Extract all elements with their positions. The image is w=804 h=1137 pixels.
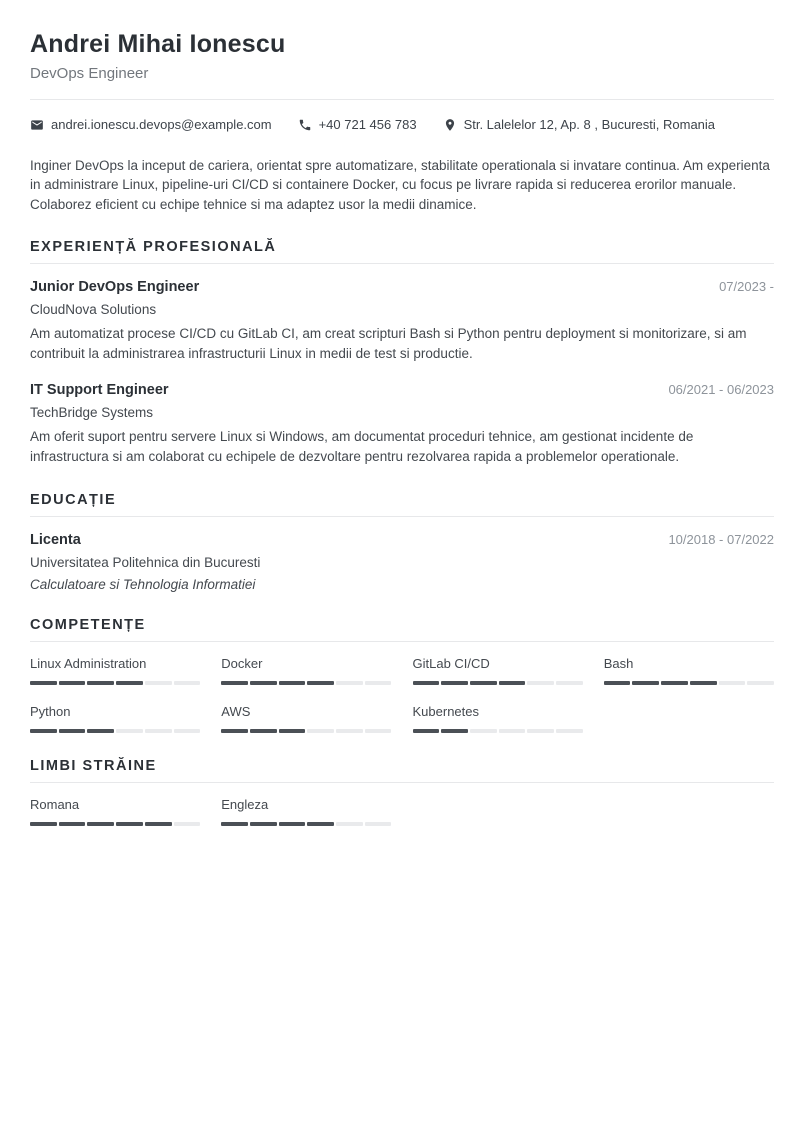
education-dates: 10/2018 - 07/2022: [668, 531, 774, 547]
phone-icon: [298, 118, 312, 132]
skill-item: [221, 656, 391, 685]
skill-item: [221, 704, 391, 733]
education-list: [30, 532, 774, 592]
experience-item: [30, 279, 774, 363]
bar-segment-empty: [747, 681, 774, 685]
education-item: [30, 532, 774, 592]
skills-heading: COMPETENȚE: [30, 616, 146, 633]
skill-level-bar: [604, 681, 774, 685]
bar-segment-filled: [307, 822, 334, 826]
section-divider: [30, 641, 774, 642]
bar-segment-filled: [250, 729, 277, 733]
contact-phone-text: +40 721 456 783: [318, 117, 417, 132]
bar-segment-empty: [556, 681, 583, 685]
bar-segment-filled: [221, 681, 248, 685]
section-experience: [30, 239, 774, 466]
bar-segment-empty: [556, 729, 583, 733]
bar-segment-filled: [690, 681, 717, 685]
location-icon: [443, 118, 457, 132]
bar-segment-filled: [413, 681, 440, 685]
candidate-job-title: DevOps Engineer: [30, 65, 149, 82]
skill-item: [413, 656, 583, 685]
experience-description: Am oferit suport pentru servere Linux si Windows, am documentat proceduri tehnice, am gestionat incidente de infrastructura si am colaborat cu echipele de dezvoltare pentru rezolvarea rapida a problemelor operationale.: [30, 429, 694, 464]
bar-segment-empty: [365, 729, 392, 733]
contact-email-text: andrei.ionescu.devops@example.com: [51, 117, 272, 132]
bar-segment-filled: [30, 681, 57, 685]
skill-label: Linux Administration: [30, 655, 147, 671]
education-title-row: [30, 532, 774, 548]
bar-segment-filled: [116, 681, 143, 685]
skill-level-bar: [413, 681, 583, 685]
contact-address: [443, 117, 715, 132]
skill-item: [30, 704, 200, 733]
bar-segment-empty: [174, 681, 201, 685]
bar-segment-filled: [59, 681, 86, 685]
skill-level-bar: [30, 681, 200, 685]
bar-segment-filled: [87, 822, 114, 826]
bar-segment-empty: [336, 822, 363, 826]
bar-segment-empty: [307, 729, 334, 733]
email-icon: [30, 118, 44, 132]
education-heading: EDUCAȚIE: [30, 491, 117, 508]
languages-grid: [30, 797, 774, 826]
bar-segment-empty: [499, 729, 526, 733]
education-degree: Licenta: [30, 531, 81, 548]
skill-item: [30, 656, 200, 685]
experience-dates: 07/2023 -: [719, 279, 774, 295]
skill-label: AWS: [221, 703, 251, 719]
bar-segment-empty: [719, 681, 746, 685]
bar-segment-filled: [604, 681, 631, 685]
bar-segment-filled: [221, 822, 248, 826]
skill-label: GitLab CI/CD: [412, 655, 490, 671]
education-school: Universitatea Politehnica din Bucuresti: [30, 554, 261, 570]
contact-address-text: Str. Lalelelor 12, Ap. 8 , Bucuresti, Romania: [463, 117, 716, 132]
language-label: Engleza: [221, 796, 269, 812]
experience-heading: EXPERIENȚĂ PROFESIONALĂ: [30, 239, 277, 256]
bar-segment-filled: [279, 681, 306, 685]
bar-segment-filled: [250, 681, 277, 685]
bar-segment-empty: [145, 729, 172, 733]
bar-segment-filled: [30, 729, 57, 733]
experience-list: [30, 279, 774, 466]
bar-segment-empty: [365, 681, 392, 685]
experience-dates: 06/2021 - 06/2023: [668, 382, 774, 398]
skill-item: [604, 656, 774, 685]
bar-segment-empty: [365, 822, 392, 826]
bar-segment-filled: [250, 822, 277, 826]
bar-segment-filled: [307, 681, 334, 685]
experience-company: CloudNova Solutions: [30, 302, 157, 318]
skill-label: Python: [30, 703, 71, 719]
skill-label: Bash: [603, 655, 634, 671]
skills-grid: [30, 656, 774, 733]
candidate-name: Andrei Mihai Ionescu: [30, 30, 286, 58]
experience-title-row: [30, 382, 774, 398]
bar-segment-filled: [87, 729, 114, 733]
bar-segment-filled: [441, 729, 468, 733]
bar-segment-filled: [279, 822, 306, 826]
contact-row: [30, 117, 774, 132]
bar-segment-empty: [145, 681, 172, 685]
section-education: [30, 492, 774, 592]
bar-segment-filled: [441, 681, 468, 685]
language-item: [30, 797, 200, 826]
skill-item: [413, 704, 583, 733]
skill-level-bar: [30, 729, 200, 733]
experience-title: Junior DevOps Engineer: [30, 279, 200, 296]
bar-segment-filled: [413, 729, 440, 733]
resume-header: [30, 30, 774, 82]
section-divider: [30, 516, 774, 517]
section-divider: [30, 782, 774, 783]
experience-item: [30, 382, 774, 466]
bar-segment-filled: [87, 681, 114, 685]
skill-label: Kubernetes: [412, 703, 479, 719]
bar-segment-empty: [336, 681, 363, 685]
header-divider: [30, 99, 774, 100]
profile-summary: Inginer DevOps la inceput de cariera, orientat spre automatizare, stabilitate operationala si invatare continua. Am experienta in administrare Linux, pipeline-uri CI/CD si containere Docker, cu focus pe livrare rapida si reducerea erorilor manuale. Colaborez eficient cu echipe tehnice si ma adaptez usor la medii dinamice.: [30, 158, 770, 212]
skill-level-bar: [413, 729, 583, 733]
language-level-bar: [221, 822, 391, 826]
experience-company: TechBridge Systems: [30, 405, 154, 421]
bar-segment-empty: [174, 822, 201, 826]
languages-heading: LIMBI STRĂINE: [30, 757, 157, 774]
bar-segment-empty: [527, 729, 554, 733]
experience-title: IT Support Engineer: [30, 382, 169, 399]
skill-level-bar: [221, 681, 391, 685]
bar-segment-filled: [59, 822, 86, 826]
bar-segment-filled: [470, 681, 497, 685]
bar-segment-filled: [279, 729, 306, 733]
bar-segment-filled: [499, 681, 526, 685]
bar-segment-empty: [174, 729, 201, 733]
language-label: Romana: [30, 796, 80, 812]
language-level-bar: [30, 822, 200, 826]
bar-segment-filled: [59, 729, 86, 733]
bar-segment-filled: [221, 729, 248, 733]
bar-segment-filled: [30, 822, 57, 826]
experience-description: Am automatizat procese CI/CD cu GitLab CI, am creat scripturi Bash si Python pentru deployment si monitorizare, si am contribuit la administrarea infrastructurii Linux in medii de test si productie.: [30, 326, 747, 361]
bar-segment-filled: [116, 822, 143, 826]
bar-segment-filled: [632, 681, 659, 685]
skill-level-bar: [221, 729, 391, 733]
contact-phone: [298, 117, 417, 132]
contact-email: [30, 117, 272, 132]
section-skills: [30, 617, 774, 733]
language-item: [221, 797, 391, 826]
experience-title-row: [30, 279, 774, 295]
section-divider: [30, 263, 774, 264]
bar-segment-filled: [145, 822, 172, 826]
bar-segment-empty: [470, 729, 497, 733]
bar-segment-empty: [527, 681, 554, 685]
section-languages: [30, 758, 774, 826]
bar-segment-empty: [336, 729, 363, 733]
bar-segment-filled: [661, 681, 688, 685]
education-field: Calculatoare si Tehnologia Informatiei: [30, 576, 256, 592]
bar-segment-empty: [116, 729, 143, 733]
skill-label: Docker: [221, 655, 263, 671]
